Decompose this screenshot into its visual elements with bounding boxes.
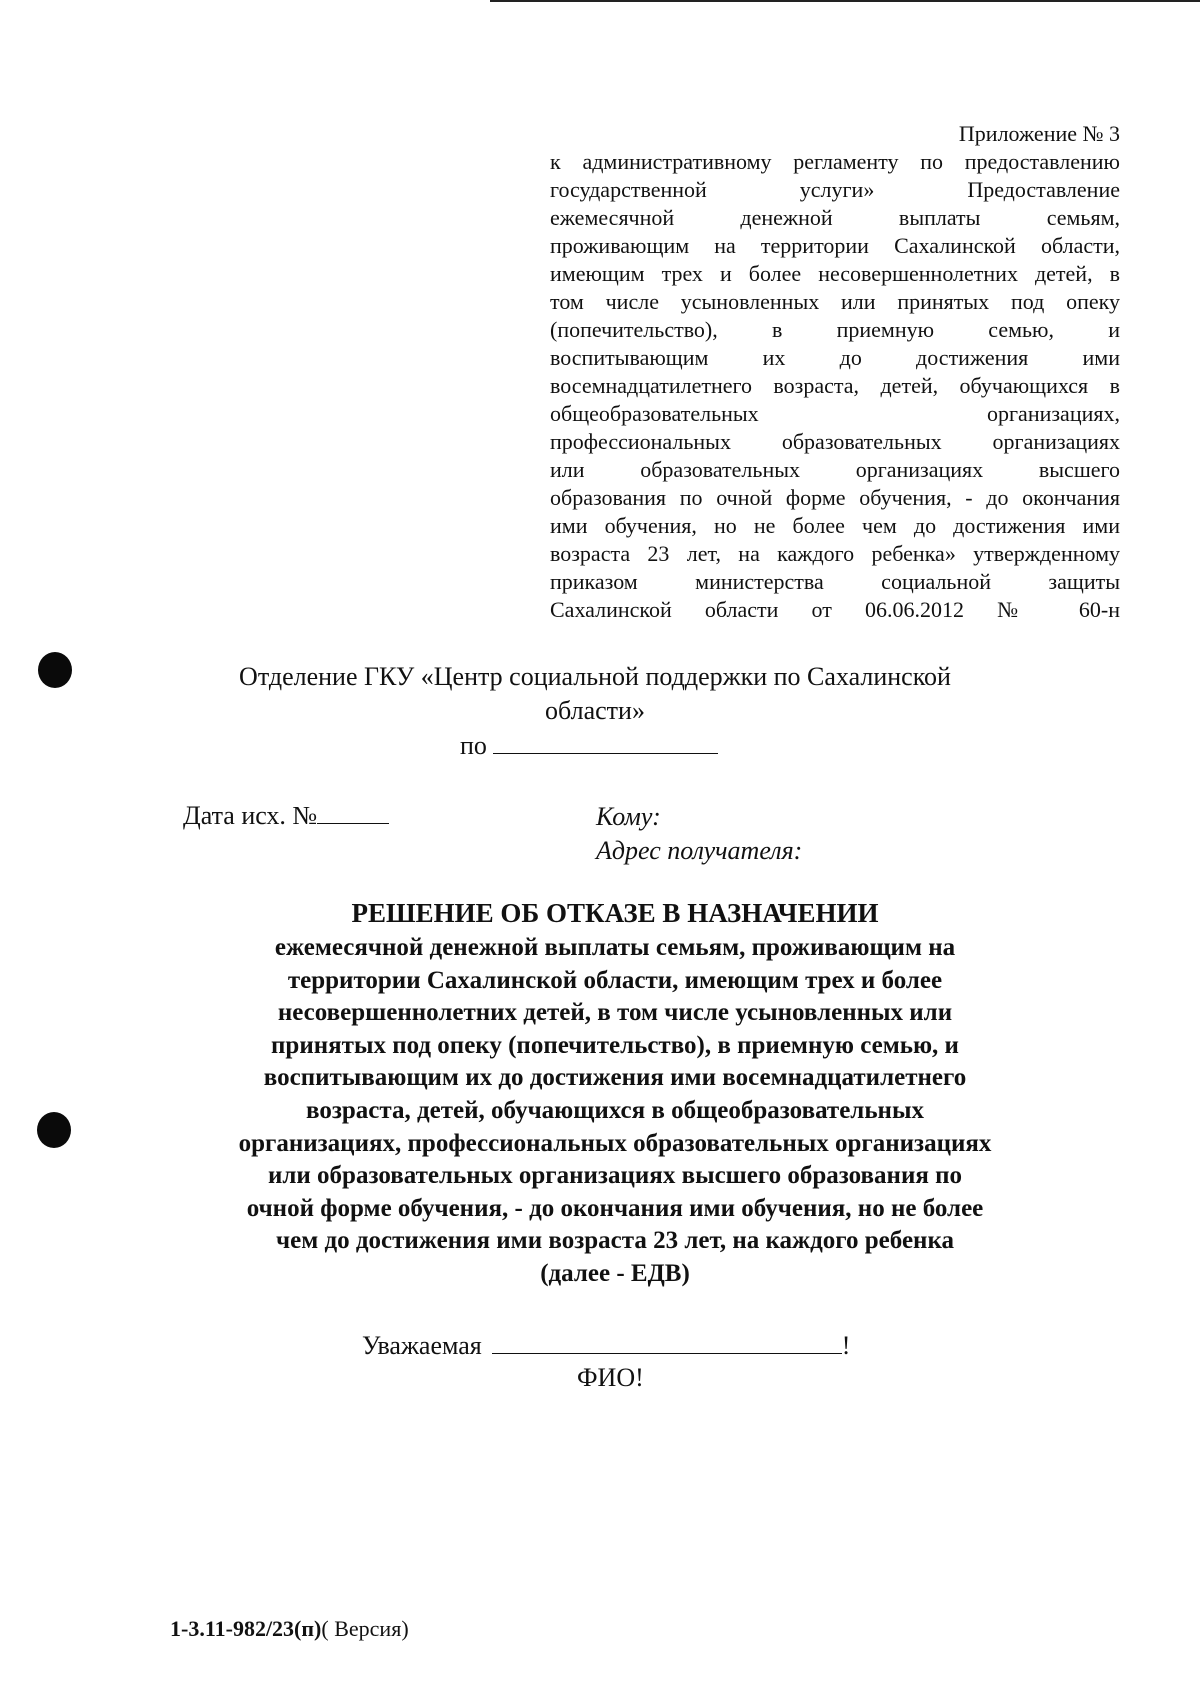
annex-line: проживающим на территории Сахалинской области,: [550, 233, 1120, 258]
decision-line: (далее - ЕДВ): [540, 1259, 690, 1287]
annex-title: Приложение № 3: [958, 121, 1120, 146]
decision-line: возраста, детей, обучающихся в общеобразовательных: [306, 1096, 924, 1124]
scan-edge-line: [490, 0, 1200, 2]
organization-name-line2: области»: [545, 696, 645, 725]
annex-line: ежемесячной денежной выплаты семьям,: [550, 205, 1120, 230]
decision-line: воспитывающим их до достижения ими восемнадцатилетнего: [263, 1064, 967, 1092]
annex-line: к административному регламенту по предоставлению: [550, 149, 1120, 174]
annex-line: (попечительство), в приемную семью, и: [550, 317, 1120, 342]
decision-subject: [170, 932, 1060, 1291]
document-code: [170, 1615, 409, 1643]
organization-name-line1: Отделение ГКУ «Центр социальной поддержки по Сахалинской: [239, 662, 951, 691]
decision-line: ежемесячной денежной выплаты семьям, проживающим на: [274, 934, 956, 961]
greeting-label: Уважаемая: [362, 1331, 482, 1360]
punch-hole-top: [38, 652, 72, 688]
recipient-address-label: Адрес получателя:: [596, 836, 803, 865]
annex-line: или образовательных организациях высшего: [550, 457, 1120, 482]
decision-title: РЕШЕНИЕ ОБ ОТКАЗЕ В НАЗНАЧЕНИИ: [351, 898, 879, 928]
decision-line: очной форме обучения, - до окончания ими обучения, но не более: [246, 1194, 984, 1222]
decision-line: организациях, профессиональных образовательных организациях: [238, 1129, 992, 1157]
annex-line: возраста 23 лет, на каждого ребенка» утвержденному: [550, 541, 1120, 566]
annex-line: приказом министерства социальной защиты: [550, 569, 1120, 594]
punch-hole-bottom: [37, 1112, 71, 1148]
greeting-line: [362, 1330, 850, 1362]
fio-caption: ФИО!: [577, 1363, 644, 1392]
annex-line: профессиональных образовательных организациях: [550, 429, 1120, 454]
annex-line: Сахалинской области от 06.06.2012 № 60-н: [550, 597, 1120, 622]
recipient-to-label: Кому:: [596, 802, 661, 831]
annex-line: образования по очной форме обучения, - до окончания: [550, 485, 1120, 510]
outgoing-number-blank: [317, 801, 389, 824]
outgoing-number-field: [183, 800, 389, 832]
recipient-block: [596, 800, 802, 868]
decision-line: или образовательных организациях высшего образования по: [267, 1162, 963, 1190]
po-blank-line: [493, 731, 718, 754]
greeting-exclamation: !: [841, 1331, 851, 1360]
annex-line: том числе усыновленных или принятых под опеку: [550, 289, 1120, 314]
annex-line: имеющим трех и более несовершеннолетних детей, в: [550, 261, 1120, 286]
decision-line: территории Сахалинской области, имеющим трех и более: [287, 966, 943, 994]
decision-line: несовершеннолетних детей, в том числе усыновленных или: [277, 999, 953, 1027]
organization-header: [180, 660, 1010, 728]
annex-line: воспитывающим их до достижения ими: [550, 345, 1120, 370]
outgoing-date-label: Дата исх. №: [183, 801, 318, 830]
decision-line: принятых под опеку (попечительство), в приемную семью, и: [271, 1031, 959, 1059]
document-version: ( Версия): [321, 1616, 409, 1641]
po-field: [460, 730, 718, 762]
annex-line: государственной услуги» Предоставление: [550, 177, 1120, 202]
decision-line: чем до достижения ими возраста 23 лет, на каждого ребенка: [276, 1227, 954, 1255]
document-code-number: 1-3.11-982/23(п): [170, 1616, 322, 1641]
annex-description: [550, 148, 1120, 624]
annex-line: общеобразовательных организациях,: [550, 401, 1120, 426]
po-label: по: [460, 731, 487, 760]
greeting-name-blank: [492, 1331, 842, 1354]
annex-line: восемнадцатилетнего возраста, детей, обучающихся в: [550, 373, 1120, 398]
annex-line: ими обучения, но не более чем до достижения ими: [550, 513, 1120, 538]
